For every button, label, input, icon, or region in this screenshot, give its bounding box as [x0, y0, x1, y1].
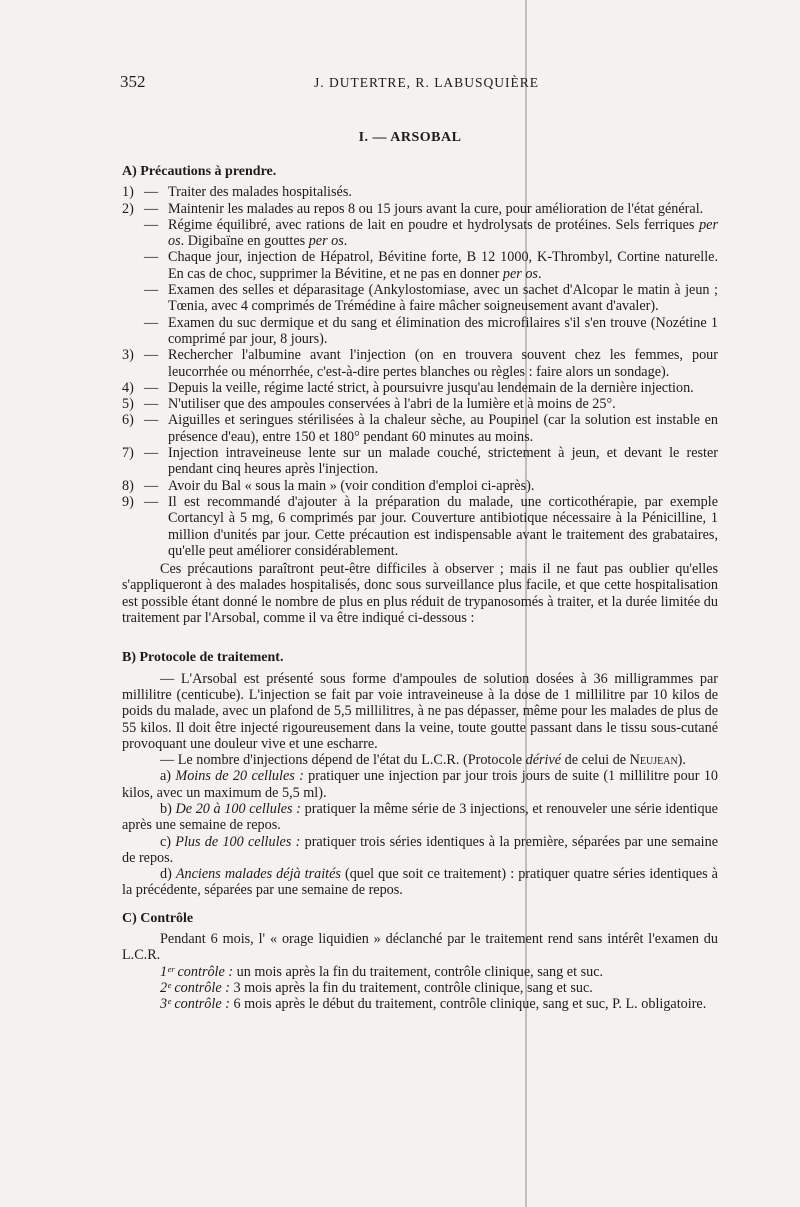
- page-number: 352: [120, 72, 146, 91]
- list-item: 5) — N'utiliser que des ampoules conservées à l'abri de la lumière et à moins de 25°.: [122, 396, 718, 412]
- item-text: N'utiliser que des ampoules conservées à l'abri de la lumière et à moins de 25°.: [168, 396, 616, 413]
- item-text: Régime équilibré, avec rations de lait en poudre et hydrolysats de protéines. Sels ferriques per os. Digibaïne en gouttes per os.: [168, 216, 718, 250]
- protocol-paragraph: — L'Arsobal est présenté sous forme d'ampoules de solution dosées à 36 milligrammes par millilitre (centicube). L'injection se fait par voie intraveineuse à la dose de 1 millilitre par 10 kilos de poids du malade, avec un plafond de 5,5 millilitres, à ne pas dépasser, même pour les malades de plus de 55 kilos. Il doit être injecté rigoureusement dans la veine, toute goutte passant dans le tissu sous-cutané provoquant une douleur vive et une escharre.: [122, 670, 718, 752]
- protocol-case-b: b) De 20 à 100 cellules : pratiquer la même série de 3 injections, et renouveler une série identique après une semaine de repos.: [122, 800, 718, 834]
- list-item: 2) — Maintenir les malades au repos 8 ou 15 jours avant la cure, pour amélioration de l'état général.: [122, 201, 718, 217]
- heading-precautions: A) Précautions à prendre.: [122, 164, 277, 179]
- item-number: 8): [122, 477, 134, 494]
- heading-protocol: B) Protocole de traitement.: [122, 650, 284, 666]
- list-item: 6) — Aiguilles et seringues stérilisées à la chaleur sèche, au Poupinel (car la solution est instable en présence d'eau), entre 150 et 180° pendant 60 minutes au moins.: [122, 412, 718, 445]
- item-number: 5): [122, 396, 134, 413]
- item-number: 9): [122, 493, 134, 510]
- item-text: Rechercher l'albumine avant l'injection (on en trouvera souvent chez les femmes, pour leucorrhée ou ménorrhée, c'est-à-dire pertes blanches ou règles : faire alors un sondage).: [168, 347, 718, 380]
- item-text: Il est recommandé d'ajouter à la préparation du malade, une corticothérapie, par exemple Cortancyl à 5 mg, 6 comprimés par jour. Couverture antibiotique nécessaire à la Pénicilline, 1 million d'unités par jour. Cette précaution est indispensable avant le traitement des grabataires, qu'elle peut améliorer considérablement.: [168, 493, 718, 559]
- protocol-case-d: d) Anciens malades déjà traités (quel que soit ce traitement) : pratiquer quatre séries identiques à la précédente, séparées par une semaine de repos.: [122, 866, 718, 899]
- item-text: Injection intraveineuse lente sur un malade couché, strictement à jeun, et devant le rester pendant cinq heures après l'injection.: [168, 445, 718, 478]
- item-text: Depuis la veille, régime lacté strict, à poursuivre jusqu'au lendemain de la dernière injection.: [168, 379, 694, 396]
- item-text: Examen des selles et déparasitage (Ankylostomiase, avec un sachet d'Alcopar le matin à jeun ; Tœnia, avec 4 comprimés de Trémédine à faire mâcher soigneusement avant d'avaler).: [168, 282, 718, 315]
- list-subitem: — Examen des selles et déparasitage (Ankylostomiase, avec un sachet d'Alcopar le matin à jeun ; Tœnia, avec 4 comprimés de Trémédine à faire mâcher soigneusement avant d'avaler).: [144, 282, 718, 315]
- protocol-case-c: c) Plus de 100 cellules : pratiquer trois séries identiques à la première, séparées par une semaine de repos.: [122, 833, 718, 866]
- item-text: Examen du suc dermique et du sang et élimination des microfilaires s'il s'en trouve (Nozétine 1 comprimé par jour, 8 jours).: [168, 314, 718, 347]
- page-body: [122, 158, 718, 1013]
- protocol-case-a: a) Moins de 20 cellules : pratiquer une injection par jour trois jours de suite (1 millilitre pour 10 kilos, avec un maximum de 5,5 ml).: [122, 768, 719, 801]
- control-2: 2ᵉ contrôle : 3 mois après la fin du traitement, contrôle clinique, sang et suc.: [160, 979, 593, 996]
- list-item: 1) — Traiter des malades hospitalisés.: [122, 184, 718, 200]
- item-text: Traiter des malades hospitalisés.: [168, 184, 352, 201]
- list-subitem: — Régime équilibré, avec rations de lait en poudre et hydrolysats de protéines. Sels ferriques per os. Digibaïne en gouttes per os.: [144, 216, 718, 250]
- protocol-paragraph: — Le nombre d'injections dépend de l'état du L.C.R. (Protocole dérivé de celui de Neujean).: [160, 752, 686, 769]
- list-item: 7) — Injection intraveineuse lente sur un malade couché, strictement à jeun, et devant le rester pendant cinq heures après l'injection.: [122, 445, 718, 478]
- item-number: 4): [122, 379, 134, 396]
- list-item: 8) — Avoir du Bal « sous la main » (voir condition d'emploi ci-après).: [122, 478, 718, 494]
- item-text: Maintenir les malades au repos 8 ou 15 jours avant la cure, pour amélioration de l'état général.: [168, 200, 704, 217]
- running-head: J. DUTERTRE, R. LABUSQUIÈRE: [314, 75, 539, 90]
- item-text: Aiguilles et seringues stérilisées à la chaleur sèche, au Poupinel (car la solution est instable en présence d'eau), entre 150 et 180° pendant 60 minutes au moins.: [168, 412, 718, 445]
- list-item: 3) — Rechercher l'albumine avant l'injection (on en trouvera souvent chez les femmes, pour leucorrhée ou ménorrhée, c'est-à-dire pertes blanches ou règles : faire alors un sondage).: [122, 347, 718, 380]
- item-text: Avoir du Bal « sous la main » (voir condition d'emploi ci-après).: [168, 477, 535, 494]
- control-3: 3ᵉ contrôle : 6 mois après le début du traitement, contrôle clinique, sang et suc, P. L. obligatoire.: [160, 996, 707, 1013]
- heading-control: C) Contrôle: [122, 910, 194, 926]
- list-subitem: — Examen du suc dermique et du sang et élimination des microfilaires s'il s'en trouve (Nozétine 1 comprimé par jour, 8 jours).: [144, 314, 718, 347]
- item-number: 1): [122, 184, 134, 201]
- list-item: 4) — Depuis la veille, régime lacté strict, à poursuivre jusqu'au lendemain de la dernière injection.: [122, 380, 718, 396]
- item-number: 3): [122, 347, 134, 364]
- control-intro: Pendant 6 mois, l' « orage liquidien » déclanché par le traitement rend sans intérêt l'examen du L.C.R.: [122, 931, 718, 964]
- closing-paragraph: Ces précautions paraîtront peut-être difficiles à observer ; mais il ne faut pas oublier qu'elles s'appliqueront à des malades hospitalisés, donc sous surveillance plus facile, et que cette hospitalisation est possible étant donné le nombre de plus en plus réduit de trypanosomés à traiter, et la durée limitée du traitement par l'Arsobal, comme il va être indiqué ci-dessous :: [122, 561, 718, 627]
- item-text: Chaque jour, injection de Hépatrol, Bévitine forte, B 12 1000, K-Thrombyl, Cortine naturelle. En cas de choc, supprimer la Bévitine, et ne pas en donner per os.: [168, 249, 718, 282]
- control-1: 1ᵉʳ contrôle : un mois après la fin du traitement, contrôle clinique, sang et suc.: [160, 963, 604, 980]
- item-number: 7): [122, 445, 134, 462]
- list-item: 9) — Il est recommandé d'ajouter à la préparation du malade, une corticothérapie, par exemple Cortancyl à 5 mg, 6 comprimés par jour. Couverture antibiotique nécessaire à la Pénicilline, 1 million d'unités par jour. Cette précaution est indispensable avant le traitement des grabataires, qu'elle peut améliorer considérablement.: [122, 493, 718, 559]
- item-number: 6): [122, 412, 134, 429]
- section-title: I. — ARSOBAL: [358, 130, 462, 145]
- item-number: 2): [122, 200, 134, 217]
- list-subitem: — Chaque jour, injection de Hépatrol, Bévitine forte, B 12 1000, K-Thrombyl, Cortine naturelle. En cas de choc, supprimer la Bévitine, et ne pas en donner per os.: [144, 249, 718, 282]
